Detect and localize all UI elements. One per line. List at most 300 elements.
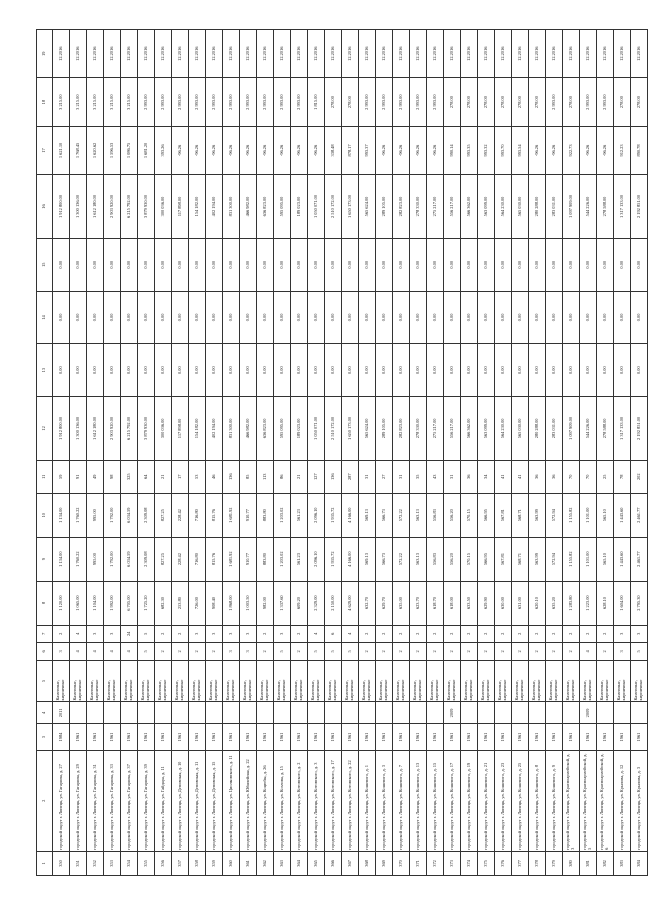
table-cell: 2 xyxy=(155,643,172,661)
table-cell: 1 203.02 xyxy=(274,537,291,581)
table-cell: 3 xyxy=(87,625,104,643)
table-cell: 0.00 xyxy=(444,238,461,291)
table-cell: 0.00 xyxy=(206,291,223,344)
table-cell: 377 xyxy=(512,851,529,875)
table-cell: 12.2016 xyxy=(563,30,580,78)
table-cell: 0.00 xyxy=(189,238,206,291)
table-cell: 0.00 xyxy=(529,344,546,397)
table-cell: 566.95 xyxy=(478,537,495,581)
table-cell: -96.26 xyxy=(580,126,597,174)
table-cell: 283 031.00 xyxy=(546,397,563,461)
table-cell: 567.81 xyxy=(495,493,512,537)
table-cell: 2 993.00 xyxy=(189,78,206,126)
table-cell: 6 xyxy=(325,625,342,643)
table-cell xyxy=(461,702,478,724)
table-cell: 827.25 xyxy=(155,493,172,537)
table-cell: 278.00 xyxy=(461,78,478,126)
table-cell: 0.00 xyxy=(240,238,257,291)
table-cell: 376 xyxy=(495,851,512,875)
table-cell: 2 993.00 xyxy=(240,78,257,126)
table-cell: 4 xyxy=(580,643,597,661)
table-cell: 113 xyxy=(257,460,274,493)
table-cell: 466 982.00 xyxy=(240,175,257,239)
table-cell: 1961 xyxy=(631,724,648,750)
table-cell: 1 620.62 xyxy=(87,126,104,174)
wall-material-cell: Каменные, кирпичные xyxy=(410,660,427,702)
table-cell xyxy=(274,702,291,724)
column-number-cell: 1 xyxy=(37,851,53,875)
table-cell: 4 xyxy=(342,625,359,643)
table-cell: 1961 xyxy=(155,724,172,750)
table-cell: 53 xyxy=(189,460,206,493)
table-cell: -96.26 xyxy=(172,126,189,174)
table-cell: 982.00 xyxy=(257,581,274,625)
table-cell: 12.2016 xyxy=(87,30,104,78)
table-cell: 2 xyxy=(461,643,478,661)
table-cell: 12.2016 xyxy=(614,30,631,78)
table-cell: 4 xyxy=(70,643,87,661)
table-cell: 2 993.00 xyxy=(223,78,240,126)
wall-material-cell: Каменные, кирпичные xyxy=(138,660,155,702)
table-cell: 12.2016 xyxy=(206,30,223,78)
table-cell xyxy=(206,702,223,724)
table-cell: 993.70 xyxy=(495,126,512,174)
table-row xyxy=(546,30,563,876)
table-cell: 2 150.00 xyxy=(325,581,342,625)
table-cell: 0.00 xyxy=(172,238,189,291)
address-cell: городской округ г. Липецк, ул. Крылова, д. 3 xyxy=(631,750,648,851)
table-cell: 995.00 xyxy=(87,537,104,581)
table-cell: 0.00 xyxy=(189,344,206,397)
table-cell: 564 230.00 xyxy=(495,397,512,461)
table-cell: 629.90 xyxy=(478,581,495,625)
column-number-cell: 18 xyxy=(37,78,53,126)
table-cell: 1961 xyxy=(257,724,274,750)
address-cell: городской округ г. Липецк, ул. Гагарина, д. 27 xyxy=(53,750,70,851)
table-cell: 1 760.22 xyxy=(70,537,87,581)
table-cell: 0.00 xyxy=(138,238,155,291)
table-cell: 375 xyxy=(478,851,495,875)
table-cell: 3 215.00 xyxy=(87,78,104,126)
table-cell: 1961 xyxy=(563,724,580,750)
table-cell: 12.2016 xyxy=(597,30,614,78)
table-cell: 563.13 xyxy=(410,493,427,537)
table-cell: 278 330.00 xyxy=(410,397,427,461)
table-cell: 0.00 xyxy=(597,238,614,291)
table-cell: 1 337.60 xyxy=(274,581,291,625)
table-cell: 0.00 xyxy=(614,344,631,397)
table-cell: 1 065.00 xyxy=(70,581,87,625)
table-row xyxy=(444,30,461,876)
table-cell: 2 xyxy=(495,643,512,661)
table-cell: 2 993.00 xyxy=(410,78,427,126)
table-cell: 831 300.00 xyxy=(223,175,240,239)
table-cell: 544 226.00 xyxy=(580,175,597,239)
table-cell: 154 182.00 xyxy=(189,175,206,239)
table-cell: 1961 xyxy=(512,724,529,750)
table-cell: 0.00 xyxy=(257,291,274,344)
table-cell: 3 879 930.00 xyxy=(138,175,155,239)
table-cell: 2 xyxy=(512,643,529,661)
table-cell xyxy=(563,702,580,724)
table-cell: 0.00 xyxy=(121,291,138,344)
address-cell: городской округ г. Липецк, ул. Кошевого, д. 13 xyxy=(410,750,427,851)
table-cell: 12.2016 xyxy=(512,30,529,78)
table-cell: 2 993.00 xyxy=(427,78,444,126)
table-cell: 2 993.00 xyxy=(359,78,376,126)
table-cell: 618.70 xyxy=(427,581,444,625)
column-number-cell: 4 xyxy=(37,702,53,724)
table-cell: 2 461.77 xyxy=(631,493,648,537)
wall-material-cell: Каменные, кирпичные xyxy=(206,660,223,702)
table-cell: 0.00 xyxy=(478,238,495,291)
table-cell: 993.35 xyxy=(461,126,478,174)
table-cell: 1961 xyxy=(461,724,478,750)
table-cell: 1 300 136.00 xyxy=(70,175,87,239)
address-cell: городской округ г. Липецк, ул. Кошевого, д. 17 xyxy=(444,750,461,851)
table-cell: 0.00 xyxy=(597,344,614,397)
table-cell: 636 823.00 xyxy=(257,175,274,239)
table-cell: 2 xyxy=(410,625,427,643)
table-cell: 0.00 xyxy=(172,291,189,344)
table-cell: 0.00 xyxy=(359,344,376,397)
table-cell: 2 510 172.00 xyxy=(325,397,342,461)
table-row xyxy=(155,30,172,876)
table-cell: 0.00 xyxy=(308,344,325,397)
address-cell: городской округ г. Липецк, ул. Гагарина, д. 37 xyxy=(121,750,138,851)
table-cell xyxy=(325,702,342,724)
table-cell: 565.10 xyxy=(597,537,614,581)
table-cell: 0.00 xyxy=(223,344,240,397)
table-cell: 2 993.00 xyxy=(393,78,410,126)
table-cell: 3 xyxy=(631,625,648,643)
table-cell xyxy=(240,702,257,724)
table-cell xyxy=(70,702,87,724)
wall-material-cell: Каменные, кирпичные xyxy=(87,660,104,702)
table-cell: 556 217.00 xyxy=(444,397,461,461)
table-cell: 572.94 xyxy=(546,537,563,581)
table-cell: 12.2016 xyxy=(393,30,410,78)
table-cell: 0.00 xyxy=(614,291,631,344)
wall-material-cell: Каменные, кирпичные xyxy=(342,660,359,702)
table-cell: 2 xyxy=(291,643,308,661)
table-cell: 3 215.00 xyxy=(53,78,70,126)
table-cell: 3 xyxy=(223,625,240,643)
table-cell: 0.00 xyxy=(495,291,512,344)
table-cell: 556.20 xyxy=(444,537,461,581)
table-cell: 228.42 xyxy=(172,493,189,537)
table-cell: 189 023.00 xyxy=(291,175,308,239)
table-cell: 0.00 xyxy=(172,344,189,397)
table-cell: 2 993.00 xyxy=(155,78,172,126)
table-cell: 568.71 xyxy=(512,493,529,537)
table-cell: 2009 xyxy=(580,702,597,724)
table-cell: 0.00 xyxy=(563,238,580,291)
table-cell: 35 xyxy=(410,460,427,493)
table-cell: 0.00 xyxy=(206,344,223,397)
table-cell: 117 898.00 xyxy=(172,175,189,239)
table-cell: -96.26 xyxy=(223,126,240,174)
table-cell: 565 030.00 xyxy=(512,175,529,239)
table-row xyxy=(189,30,206,876)
table-cell: 189 023.00 xyxy=(291,397,308,461)
rotated-table-container xyxy=(36,29,643,876)
table-cell: 0.00 xyxy=(53,291,70,344)
column-number-cell: 13 xyxy=(37,344,53,397)
table-cell: 3 xyxy=(104,625,121,643)
table-cell: 0.00 xyxy=(291,344,308,397)
table-cell: 0.00 xyxy=(512,291,529,344)
table-cell: 1 760.22 xyxy=(70,493,87,537)
wall-material-cell: Каменные, кирпичные xyxy=(427,660,444,702)
address-cell: городской округ г. Липецк, ул. Гайдара, д. 11 xyxy=(155,750,172,851)
address-cell: городской округ г. Липецк, ул. Коцюбы, д. 26 xyxy=(257,750,274,851)
table-cell: 12.2016 xyxy=(121,30,138,78)
table-cell: 4 629.00 xyxy=(342,581,359,625)
table-cell: 3 xyxy=(240,625,257,643)
table-cell: 352 xyxy=(87,851,104,875)
table-cell: 12.2016 xyxy=(274,30,291,78)
table-cell: 12.2016 xyxy=(138,30,155,78)
wall-material-cell: Каменные, кирпичные xyxy=(53,660,70,702)
address-cell: городской округ г. Липецк, ул. Деповская, д. 11 xyxy=(189,750,206,851)
table-row xyxy=(257,30,274,876)
table-cell: 2 993.00 xyxy=(274,78,291,126)
table-cell xyxy=(597,702,614,724)
wall-material-cell: Каменные, кирпичные xyxy=(444,660,461,702)
address-cell: городской округ г. Липецк, ул. Кошевого, д. 15 xyxy=(427,750,444,851)
table-cell: 567.81 xyxy=(495,537,512,581)
table-cell: 2 xyxy=(478,625,495,643)
table-cell: 31 xyxy=(359,460,376,493)
table-cell: 12.2016 xyxy=(410,30,427,78)
table-cell: 1961 xyxy=(274,724,291,750)
table-cell: 228.42 xyxy=(172,537,189,581)
table-cell: 136 xyxy=(325,460,342,493)
table-cell: 2 xyxy=(53,625,70,643)
table-row xyxy=(223,30,240,876)
table-cell: -96.26 xyxy=(206,126,223,174)
table-cell: 1961 xyxy=(580,724,597,750)
table-cell: 0.00 xyxy=(529,291,546,344)
table-cell: 2 xyxy=(495,625,512,643)
table-cell: 2 xyxy=(529,643,546,661)
table-cell: 1 912 800.00 xyxy=(53,175,70,239)
table-cell: 0.00 xyxy=(631,344,648,397)
table-cell: 12.2016 xyxy=(444,30,461,78)
table-cell: 1 155.82 xyxy=(563,493,580,537)
table-cell: 566 362.00 xyxy=(461,175,478,239)
table-cell: 86 xyxy=(274,460,291,493)
table-cell: 0.00 xyxy=(223,238,240,291)
table-cell: 12.2016 xyxy=(189,30,206,78)
table-cell: 2 903 920.00 xyxy=(104,397,121,461)
table-cell xyxy=(546,702,563,724)
table-cell: 12.2016 xyxy=(325,30,342,78)
table-cell: 1984 xyxy=(53,724,70,750)
table-cell: 1 935.72 xyxy=(325,493,342,537)
address-cell: городской округ г. Липецк, ул. Циолковского, д. 11 xyxy=(223,750,240,851)
table-cell: 2 993.00 xyxy=(257,78,274,126)
table-cell: 300 036.00 xyxy=(155,397,172,461)
table-cell: 278.00 xyxy=(495,78,512,126)
table-cell: 1961 xyxy=(325,724,342,750)
table-cell: 1 050 071.00 xyxy=(308,175,325,239)
table-cell: 384 xyxy=(631,851,648,875)
table-cell: 359 xyxy=(206,851,223,875)
table-cell: 0.00 xyxy=(342,291,359,344)
table-cell: 0.00 xyxy=(461,344,478,397)
table-cell: 325 xyxy=(121,460,138,493)
address-cell: городской округ г. Липецк, ул. Красноармейской, д. 3 xyxy=(563,750,580,851)
table-cell: 2 461.77 xyxy=(631,537,648,581)
table-cell: 31 xyxy=(444,460,461,493)
table-cell: 2 795.30 xyxy=(631,581,648,625)
table-cell: 1 101.00 xyxy=(580,537,597,581)
table-cell: 635.20 xyxy=(546,581,563,625)
table-cell: 565 624.00 xyxy=(359,397,376,461)
table-cell: 0.00 xyxy=(53,238,70,291)
table-row xyxy=(614,30,631,876)
table-cell: 556.83 xyxy=(427,537,444,581)
wall-material-cell: Каменные, кирпичные xyxy=(223,660,240,702)
table-cell: 12.2016 xyxy=(257,30,274,78)
table-cell: 2 309.08 xyxy=(138,537,155,581)
table-cell: 912.23 xyxy=(614,126,631,174)
table-cell: 354 xyxy=(121,851,138,875)
table-cell: 2 xyxy=(291,625,308,643)
column-number-cell: 14 xyxy=(37,291,53,344)
table-cell: 565.10 xyxy=(597,493,614,537)
table-cell: 1 104.00 xyxy=(87,581,104,625)
column-number-cell: 11 xyxy=(37,460,53,493)
table-cell: 91 xyxy=(70,460,87,493)
table-cell: -96.26 xyxy=(257,126,274,174)
address-cell: городской округ г. Липецк, ул. Гагарина, д. 39 xyxy=(138,750,155,851)
table-cell: 1 681.92 xyxy=(223,537,240,581)
table-cell: 1 621.10 xyxy=(53,126,70,174)
table-cell: 0.00 xyxy=(325,238,342,291)
table-cell: 4 xyxy=(121,643,138,661)
table-cell: 2011 xyxy=(53,702,70,724)
table-cell: 2 993.00 xyxy=(546,78,563,126)
wall-material-cell: Каменные, кирпичные xyxy=(461,660,478,702)
table-cell: 0.00 xyxy=(274,344,291,397)
table-cell: 910.77 xyxy=(240,537,257,581)
table-cell: 564 230.00 xyxy=(495,175,512,239)
address-cell: городской округ г. Липецк, ул. Кошевого, д. 8 xyxy=(529,750,546,851)
table-cell: 1 725.20 xyxy=(138,581,155,625)
table-cell: 595 095.00 xyxy=(274,175,291,239)
table-cell xyxy=(138,702,155,724)
table-cell xyxy=(104,702,121,724)
table-cell: 716.80 xyxy=(189,493,206,537)
table-row xyxy=(308,30,325,876)
table-cell xyxy=(189,702,206,724)
address-cell: городской округ г. Липецк, ул. Красноармейской, д. 5 xyxy=(580,750,597,851)
table-cell: 1 101.00 xyxy=(580,493,597,537)
table-cell: 275 217.00 xyxy=(427,397,444,461)
table-cell xyxy=(342,702,359,724)
table-cell: 0.00 xyxy=(461,291,478,344)
column-number-cell: 9 xyxy=(37,537,53,581)
table-cell: 0.00 xyxy=(580,344,597,397)
table-cell: 5 xyxy=(274,643,291,661)
table-cell: 5 xyxy=(308,643,325,661)
table-cell: 278 330.00 xyxy=(410,175,427,239)
table-cell: 402 194.00 xyxy=(206,175,223,239)
table-cell: 1961 xyxy=(223,724,240,750)
table-cell: 0.00 xyxy=(580,238,597,291)
table-cell xyxy=(529,702,546,724)
table-cell: 372 xyxy=(427,851,444,875)
wall-material-cell: Каменные, кирпичные xyxy=(359,660,376,702)
table-cell: 566.73 xyxy=(376,537,393,581)
table-cell: 636 823.00 xyxy=(257,397,274,461)
table-cell: 2 903 920.00 xyxy=(104,175,121,239)
table-cell: 1961 xyxy=(410,724,427,750)
table-cell: 2 xyxy=(546,625,563,643)
table-cell: 12.2016 xyxy=(546,30,563,78)
table-cell: 595 095.00 xyxy=(274,397,291,461)
table-row xyxy=(376,30,393,876)
table-cell: 12.2016 xyxy=(240,30,257,78)
table-cell: 2 xyxy=(189,643,206,661)
table-cell: 1 650 173.00 xyxy=(342,175,359,239)
table-row xyxy=(104,30,121,876)
table-row xyxy=(393,30,410,876)
address-cell: городской округ г. Липецк, ул. Крылова, д. 12 xyxy=(614,750,631,851)
table-cell: 1 681.20 xyxy=(138,126,155,174)
table-cell: 1 223.00 xyxy=(580,581,597,625)
wall-material-cell: Каменные, кирпичные xyxy=(631,660,648,702)
wall-material-cell: Каменные, кирпичные xyxy=(580,660,597,702)
table-cell: 2 xyxy=(563,625,580,643)
table-cell: 3 879 930.00 xyxy=(138,397,155,461)
table-cell xyxy=(393,702,410,724)
column-number-cell: 10 xyxy=(37,493,53,537)
column-number-cell: 6 xyxy=(37,643,53,661)
table-cell: 12.2016 xyxy=(580,30,597,78)
table-cell: 570.15 xyxy=(461,537,478,581)
table-cell xyxy=(614,702,631,724)
table-cell: 0.00 xyxy=(342,344,359,397)
table-cell: 0.00 xyxy=(274,238,291,291)
table-cell: 1 086.75 xyxy=(121,126,138,174)
table-row xyxy=(529,30,546,876)
table-cell: 1 317 133.00 xyxy=(614,397,631,461)
table-row xyxy=(240,30,257,876)
table-cell: 2 xyxy=(529,625,546,643)
address-cell: городской округ г. Липецк, ул. Деповская, д. 15 xyxy=(206,750,223,851)
table-cell: 1961 xyxy=(546,724,563,750)
table-cell: 12.2016 xyxy=(53,30,70,78)
table-cell: 2 xyxy=(427,643,444,661)
table-cell: 21 xyxy=(155,460,172,493)
table-cell: 1 650 173.00 xyxy=(342,397,359,461)
table-cell: 0.00 xyxy=(87,238,104,291)
table-cell xyxy=(87,702,104,724)
table-cell: 995.00 xyxy=(87,493,104,537)
table-row xyxy=(427,30,444,876)
table-cell: 563.13 xyxy=(410,537,427,581)
table-cell: 2 993.00 xyxy=(580,78,597,126)
table-cell: 0.00 xyxy=(427,238,444,291)
table-cell: 379 xyxy=(546,851,563,875)
table-cell xyxy=(257,702,274,724)
table-cell xyxy=(308,702,325,724)
table-cell: 0.00 xyxy=(240,344,257,397)
